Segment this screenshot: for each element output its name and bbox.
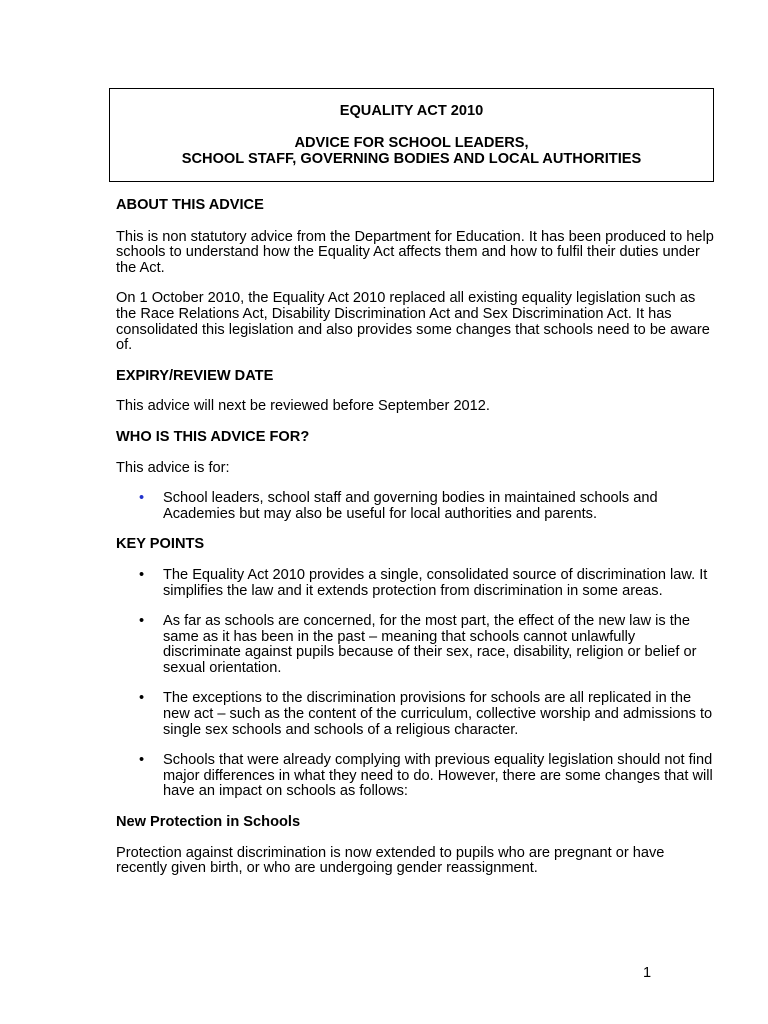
document-title: EQUALITY ACT 2010 [339, 103, 484, 119]
about-paragraph-1: This is non statutory advice from the Department for Education. It has been produced to help schools to understand how the Equality Act affects them and how to fulfil their duties under the Act. [116, 228, 714, 276]
bullet-icon: • [139, 490, 145, 507]
heading-key-points: KEY POINTS [116, 536, 205, 553]
key-point-text: As far as schools are concerned, for the most part, the effect of the new law is the same as it has been in the past – meaning that schools cannot unlawfully discriminate against pupils because of their sex, race, disability, religion or belief or sexual orientation. [163, 613, 697, 676]
list-item [116, 568, 716, 599]
heading-about: ABOUT THIS ADVICE [116, 197, 264, 213]
who-bullet-text: School leaders, school staff and governing bodies in maintained schools and Academies but may also be useful for local authorities and parents. [163, 490, 658, 522]
heading-new-protection: New Protection in Schools [116, 814, 301, 831]
list-spacer [116, 599, 716, 614]
bullet-icon: • [139, 613, 145, 630]
heading-expiry: EXPIRY/REVIEW DATE [116, 367, 274, 384]
key-point-text: The Equality Act 2010 provides a single, consolidated source of discrimination law. It simplifies the law and it extends protection from discrimination in some areas. [163, 566, 708, 599]
document-subtitle-line-1: ADVICE FOR SCHOOL LEADERS, [294, 135, 529, 151]
bullet-icon: • [139, 752, 145, 769]
expiry-text: This advice will next be reviewed before September 2012. [116, 398, 490, 415]
document-subtitle-line-2: SCHOOL STAFF, GOVERNING BODIES AND LOCAL AUTHORITIES [181, 151, 642, 167]
who-bullet-list [116, 491, 716, 522]
title-box [109, 88, 714, 182]
list-item [116, 753, 716, 800]
heading-who: WHO IS THIS ADVICE FOR? [116, 428, 310, 445]
list-spacer [116, 676, 716, 691]
list-item [116, 491, 716, 522]
bullet-icon: • [139, 566, 145, 583]
document-body [116, 198, 716, 877]
list-item [116, 691, 716, 738]
key-points-list [116, 568, 716, 800]
bullet-icon: • [139, 690, 145, 707]
key-point-text: The exceptions to the discrimination provisions for schools are all replicated in the new act – such as the content of the curriculum, collective worship and admissions to single sex schools and schools of a religious character. [163, 690, 713, 738]
who-intro: This advice is for: [116, 459, 230, 476]
about-paragraph-2: On 1 October 2010, the Equality Act 2010 replaced all existing equality legislation such as the Race Relations Act, Disability Discrimination Act and Sex Discrimination Act. It has consolidated this legislation and also provides some changes that schools need to be aware of. [116, 290, 710, 354]
key-point-text: Schools that were already complying with previous equality legislation should not find major differences in what they need to do. However, there are some changes that will have an impact on schools as follows: [163, 752, 713, 800]
new-protection-text: Protection against discrimination is now extended to pupils who are pregnant or have recently given birth, or who are undergoing gender reassignment. [116, 844, 665, 877]
list-item [116, 614, 716, 676]
page-number: 1 [643, 965, 652, 981]
list-spacer [116, 738, 716, 753]
